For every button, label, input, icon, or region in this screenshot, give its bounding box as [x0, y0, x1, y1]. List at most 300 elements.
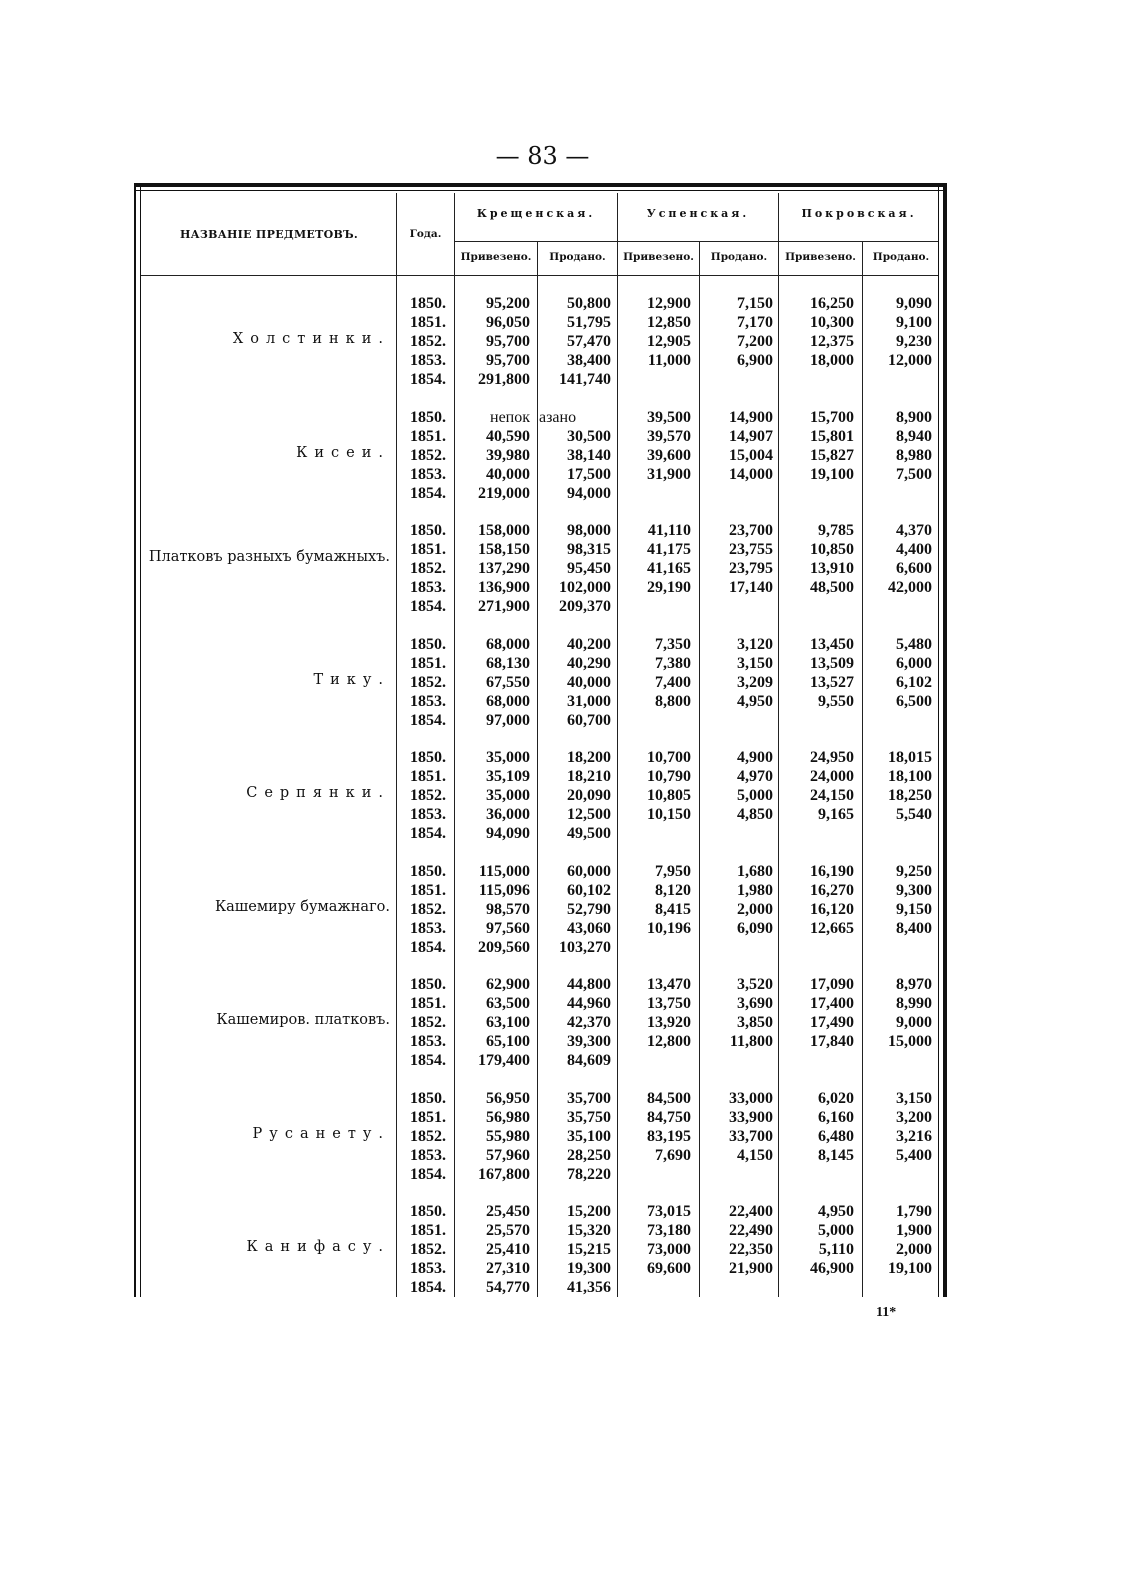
year-cell: 1850.	[410, 749, 446, 766]
year-cell: 1851.	[410, 428, 446, 445]
value-cell: 13,509	[810, 655, 854, 672]
value-cell: 84,609	[567, 1052, 611, 1069]
value-cell: 23,795	[729, 560, 773, 577]
year-cell: 1851.	[410, 1222, 446, 1239]
value-cell: 4,970	[737, 768, 773, 785]
value-cell: 69,600	[647, 1260, 691, 1277]
value-cell	[862, 1278, 932, 1297]
value-cell	[618, 1051, 691, 1070]
table-row	[134, 351, 947, 370]
value-cell: 141,740	[559, 371, 611, 388]
value-cell: 5,480	[896, 636, 932, 653]
value-cell: 4,150	[737, 1147, 773, 1164]
value-cell: 6,900	[737, 352, 773, 369]
value-cell: 12,850	[647, 314, 691, 331]
value-cell	[699, 1278, 773, 1297]
value-cell	[780, 1051, 854, 1070]
value-cell: 19,300	[567, 1260, 611, 1277]
value-cell: 52,790	[567, 901, 611, 918]
table-row	[134, 767, 947, 786]
value-cell: 8,400	[896, 920, 932, 937]
value-cell: 14,900	[729, 409, 773, 426]
value-cell: 50,800	[567, 295, 611, 312]
value-cell: 4,900	[737, 749, 773, 766]
value-cell: 2,000	[896, 1241, 932, 1258]
value-cell: 15,000	[888, 1033, 932, 1050]
table-row	[134, 786, 947, 805]
value-cell: 95,700	[486, 333, 530, 350]
value-cell: 13,750	[647, 995, 691, 1012]
value-cell	[780, 938, 854, 957]
value-cell: 24,950	[810, 749, 854, 766]
value-cell: 28,250	[567, 1147, 611, 1164]
header-fair-pokrovskaya: Покровская.	[801, 207, 917, 220]
value-cell: 57,470	[567, 333, 611, 350]
table-row	[134, 313, 947, 332]
value-cell: 49,500	[567, 825, 611, 842]
value-cell: 9,300	[896, 882, 932, 899]
table-row	[134, 1259, 947, 1278]
value-cell: 40,000	[486, 466, 530, 483]
value-cell: 12,905	[647, 333, 691, 350]
table-row	[134, 597, 947, 616]
value-cell: 1,980	[737, 882, 773, 899]
table-row	[134, 578, 947, 597]
value-cell: 13,920	[647, 1014, 691, 1031]
value-cell: 219,000	[478, 485, 530, 502]
statistics-table	[134, 183, 947, 1303]
value-cell: 20,090	[567, 787, 611, 804]
value-cell	[862, 938, 932, 957]
value-cell: 25,450	[486, 1203, 530, 1220]
year-cell: 1852.	[410, 901, 446, 918]
value-cell: 3,150	[737, 655, 773, 672]
value-cell: 18,250	[888, 787, 932, 804]
table-row	[134, 824, 947, 843]
value-cell: 158,150	[478, 541, 530, 558]
value-cell: 6,480	[818, 1128, 854, 1145]
value-cell: 39,300	[567, 1033, 611, 1050]
value-cell: 98,315	[567, 541, 611, 558]
value-cell: 22,490	[729, 1222, 773, 1239]
value-cell: 17,840	[810, 1033, 854, 1050]
value-cell: 22,400	[729, 1203, 773, 1220]
table-row	[134, 1108, 947, 1127]
value-cell: 1,790	[896, 1203, 932, 1220]
table-row	[134, 673, 947, 692]
value-cell: 8,145	[818, 1147, 854, 1164]
value-cell: 84,750	[647, 1109, 691, 1126]
value-cell: 25,410	[486, 1241, 530, 1258]
value-cell: 60,000	[567, 863, 611, 880]
value-cell	[780, 370, 854, 389]
value-cell: 9,785	[818, 522, 854, 539]
year-cell: 1854.	[410, 825, 446, 842]
year-cell: 1851.	[410, 995, 446, 1012]
item-name: Канифасу.	[246, 1239, 390, 1255]
value-cell: 158,000	[478, 522, 530, 539]
year-cell: 1850.	[410, 976, 446, 993]
value-cell: 7,500	[896, 466, 932, 483]
table-row	[134, 1221, 947, 1240]
header-sold-2: Продано.	[710, 251, 768, 263]
value-cell: 94,000	[567, 485, 611, 502]
value-cell: 12,665	[810, 920, 854, 937]
value-cell: 15,827	[810, 447, 854, 464]
item-name: Кашемиров. платковъ.	[216, 1012, 390, 1028]
value-cell: 48,500	[810, 579, 854, 596]
year-cell: 1851.	[410, 314, 446, 331]
year-cell: 1854.	[410, 939, 446, 956]
value-cell: 78,220	[567, 1166, 611, 1183]
value-cell: 43,060	[567, 920, 611, 937]
value-cell	[699, 1051, 773, 1070]
value-cell: 27,310	[486, 1260, 530, 1277]
value-cell: 39,600	[647, 447, 691, 464]
table-row	[134, 1146, 947, 1165]
value-cell: 42,000	[888, 579, 932, 596]
value-cell: 55,980	[486, 1128, 530, 1145]
value-cell: 41,165	[647, 560, 691, 577]
value-cell: 18,100	[888, 768, 932, 785]
value-cell: 4,950	[818, 1203, 854, 1220]
item-name: Холстинки.	[232, 331, 390, 347]
value-cell: 24,150	[810, 787, 854, 804]
value-cell: 41,356	[567, 1279, 611, 1296]
value-cell: 44,960	[567, 995, 611, 1012]
value-cell: 23,700	[729, 522, 773, 539]
value-cell: 40,290	[567, 655, 611, 672]
value-cell: 15,801	[810, 428, 854, 445]
value-cell: 14,000	[729, 466, 773, 483]
page-number: — 83 —	[495, 142, 590, 170]
value-cell: 8,970	[896, 976, 932, 993]
year-cell: 1850.	[410, 1090, 446, 1107]
item-name: Серпянки.	[246, 785, 390, 801]
value-cell: 36,000	[486, 806, 530, 823]
value-cell	[618, 824, 691, 843]
value-cell: 46,900	[810, 1260, 854, 1277]
header-fair-uspenskaya: Успенская.	[646, 207, 750, 220]
value-cell: 3,520	[737, 976, 773, 993]
year-cell: 1853.	[410, 806, 446, 823]
value-cell: 84,500	[647, 1090, 691, 1107]
value-cell: 73,180	[647, 1222, 691, 1239]
value-cell	[618, 938, 691, 957]
value-cell: 24,000	[810, 768, 854, 785]
value-cell	[780, 1278, 854, 1297]
value-cell: 25,570	[486, 1222, 530, 1239]
value-cell: 8,940	[896, 428, 932, 445]
value-cell: 35,109	[486, 768, 530, 785]
value-cell: 12,375	[810, 333, 854, 350]
table-row	[134, 559, 947, 578]
value-cell: 44,800	[567, 976, 611, 993]
value-cell: 14,907	[729, 428, 773, 445]
value-cell: 15,320	[567, 1222, 611, 1239]
value-cell	[862, 711, 932, 730]
value-cell: 57,960	[486, 1147, 530, 1164]
value-cell	[780, 824, 854, 843]
value-cell: 35,700	[567, 1090, 611, 1107]
value-cell: 51,795	[567, 314, 611, 331]
table-top-rule	[134, 183, 947, 187]
header-fair-kreshchenskaya: Крещенская.	[476, 207, 596, 220]
value-cell: 8,415	[655, 901, 691, 918]
table-row	[134, 975, 947, 994]
value-cell: 16,270	[810, 882, 854, 899]
value-cell: 136,900	[478, 579, 530, 596]
value-cell: 65,100	[486, 1033, 530, 1050]
value-cell: 94,090	[486, 825, 530, 842]
value-cell: 4,950	[737, 693, 773, 710]
value-cell: 33,900	[729, 1109, 773, 1126]
value-cell: 3,150	[896, 1090, 932, 1107]
year-cell: 1854.	[410, 485, 446, 502]
value-cell: 1,900	[896, 1222, 932, 1239]
value-cell: 23,755	[729, 541, 773, 558]
value-cell: 5,000	[737, 787, 773, 804]
value-cell: 63,100	[486, 1014, 530, 1031]
value-cell: 9,550	[818, 693, 854, 710]
value-cell: 6,600	[896, 560, 932, 577]
value-cell: 98,000	[567, 522, 611, 539]
year-cell: 1851.	[410, 768, 446, 785]
value-cell: 103,270	[559, 939, 611, 956]
value-cell: 63,500	[486, 995, 530, 1012]
value-cell: 167,800	[478, 1166, 530, 1183]
value-cell: 10,300	[810, 314, 854, 331]
header-brought-2: Привезено.	[623, 251, 694, 263]
header-sold-1: Продано.	[549, 251, 606, 263]
year-cell: 1852.	[410, 674, 446, 691]
year-cell: 1852.	[410, 1128, 446, 1145]
value-cell: 12,900	[647, 295, 691, 312]
value-cell	[618, 484, 691, 503]
year-cell: 1853.	[410, 352, 446, 369]
value-cell: непок	[490, 409, 530, 426]
table-row	[134, 1032, 947, 1051]
value-cell: 9,150	[896, 901, 932, 918]
year-cell: 1853.	[410, 920, 446, 937]
value-cell: 8,900	[896, 409, 932, 426]
table-row	[134, 654, 947, 673]
value-cell: 4,370	[896, 522, 932, 539]
value-cell: 5,540	[896, 806, 932, 823]
value-cell	[699, 824, 773, 843]
value-cell: 9,000	[896, 1014, 932, 1031]
value-cell: 4,850	[737, 806, 773, 823]
value-cell: 97,560	[486, 920, 530, 937]
year-cell: 1854.	[410, 371, 446, 388]
value-cell: 2,000	[737, 901, 773, 918]
value-cell: 41,175	[647, 541, 691, 558]
value-cell: 38,140	[567, 447, 611, 464]
year-cell: 1854.	[410, 1166, 446, 1183]
value-cell: 4,400	[896, 541, 932, 558]
value-cell	[618, 1165, 691, 1184]
value-cell	[780, 597, 854, 616]
value-cell: 73,000	[647, 1241, 691, 1258]
value-cell: 35,000	[486, 787, 530, 804]
value-cell: 7,350	[655, 636, 691, 653]
value-cell: 29,190	[647, 579, 691, 596]
value-cell: 18,000	[810, 352, 854, 369]
table-row	[134, 484, 947, 503]
value-cell: 33,700	[729, 1128, 773, 1145]
value-cell: 35,100	[567, 1128, 611, 1145]
year-cell: 1851.	[410, 1109, 446, 1126]
value-cell: 9,090	[896, 295, 932, 312]
value-cell	[862, 370, 932, 389]
header-brought-3: Привезено.	[785, 251, 856, 263]
item-name: Кашемиру бумажнаго.	[214, 899, 390, 915]
value-cell: 7,170	[737, 314, 773, 331]
value-cell: 9,165	[818, 806, 854, 823]
table-row	[134, 1278, 947, 1297]
table-row	[134, 446, 947, 465]
value-cell: 16,250	[810, 295, 854, 312]
value-cell: 16,120	[810, 901, 854, 918]
value-cell: 10,790	[647, 768, 691, 785]
value-cell: 6,090	[737, 920, 773, 937]
value-cell: 38,400	[567, 352, 611, 369]
value-cell: 7,380	[655, 655, 691, 672]
value-cell: 9,100	[896, 314, 932, 331]
year-cell: 1852.	[410, 560, 446, 577]
value-cell: 18,015	[888, 749, 932, 766]
table-row	[134, 294, 947, 313]
value-cell	[862, 1051, 932, 1070]
value-cell: 7,690	[655, 1147, 691, 1164]
year-cell: 1850.	[410, 863, 446, 880]
value-cell: 17,140	[729, 579, 773, 596]
value-cell: 42,370	[567, 1014, 611, 1031]
value-cell: 3,200	[896, 1109, 932, 1126]
value-cell: 11,800	[729, 1033, 773, 1050]
value-cell: 6,102	[896, 674, 932, 691]
value-cell: 13,470	[647, 976, 691, 993]
table-row	[134, 919, 947, 938]
value-cell: 6,020	[818, 1090, 854, 1107]
table-row	[134, 1202, 947, 1221]
year-cell: 1852.	[410, 787, 446, 804]
table-row	[134, 938, 947, 957]
table-row	[134, 862, 947, 881]
value-cell: 1,680	[737, 863, 773, 880]
value-cell: 41,110	[647, 522, 691, 539]
value-cell: 3,120	[737, 636, 773, 653]
value-cell: 7,150	[737, 295, 773, 312]
value-cell: 33,000	[729, 1090, 773, 1107]
table-row	[134, 370, 947, 389]
value-cell: 5,000	[818, 1222, 854, 1239]
value-cell	[862, 1165, 932, 1184]
table-row	[134, 465, 947, 484]
value-cell: 8,990	[896, 995, 932, 1012]
signature-mark: 11*	[876, 1305, 897, 1320]
value-cell: 7,950	[655, 863, 691, 880]
value-cell: 83,195	[647, 1128, 691, 1145]
value-cell: 67,550	[486, 674, 530, 691]
table-row	[134, 427, 947, 446]
value-cell: 97,000	[486, 712, 530, 729]
table-row	[134, 1165, 947, 1184]
value-cell: 95,700	[486, 352, 530, 369]
value-cell: 17,400	[810, 995, 854, 1012]
value-cell: 102,000	[559, 579, 611, 596]
table-row	[134, 332, 947, 351]
value-cell: 31,000	[567, 693, 611, 710]
value-cell: 3,209	[737, 674, 773, 691]
value-cell: 6,160	[818, 1109, 854, 1126]
value-cell: 95,200	[486, 295, 530, 312]
table-row	[134, 521, 947, 540]
value-cell: 15,004	[729, 447, 773, 464]
table-row	[134, 805, 947, 824]
table-row	[134, 408, 947, 427]
value-cell	[862, 597, 932, 616]
value-cell	[862, 824, 932, 843]
value-cell: 7,400	[655, 674, 691, 691]
header-sold-3: Продано.	[872, 251, 930, 263]
table-row	[134, 635, 947, 654]
value-cell: 271,900	[478, 598, 530, 615]
value-cell: 291,800	[478, 371, 530, 388]
value-cell: 19,100	[888, 1260, 932, 1277]
value-cell	[699, 938, 773, 957]
value-cell: 3,850	[737, 1014, 773, 1031]
value-cell: 18,210	[567, 768, 611, 785]
table-row	[134, 1051, 947, 1070]
year-cell: 1851.	[410, 541, 446, 558]
value-cell: 68,000	[486, 693, 530, 710]
value-cell: 40,590	[486, 428, 530, 445]
value-cell: 17,090	[810, 976, 854, 993]
value-cell: 3,216	[896, 1128, 932, 1145]
value-cell: 35,750	[567, 1109, 611, 1126]
value-cell: 39,980	[486, 447, 530, 464]
value-cell: 12,500	[567, 806, 611, 823]
value-cell: 22,350	[729, 1241, 773, 1258]
year-cell: 1853.	[410, 579, 446, 596]
value-cell: 56,950	[486, 1090, 530, 1107]
value-cell: 60,102	[567, 882, 611, 899]
value-cell: 8,120	[655, 882, 691, 899]
value-cell: 18,200	[567, 749, 611, 766]
table-row	[134, 1240, 947, 1259]
year-cell: 1850.	[410, 295, 446, 312]
table-row	[134, 881, 947, 900]
header-brought-1: Привезено.	[460, 251, 532, 263]
value-cell: 13,527	[810, 674, 854, 691]
year-cell: 1852.	[410, 447, 446, 464]
value-cell: 137,290	[478, 560, 530, 577]
table-row	[134, 1089, 947, 1108]
table-row	[134, 692, 947, 711]
value-cell: 15,700	[810, 409, 854, 426]
value-cell: 21,900	[729, 1260, 773, 1277]
header-item-name: НАЗВАНІЕ ПРЕДМЕТОВЪ.	[179, 228, 359, 241]
value-cell: 12,000	[888, 352, 932, 369]
value-cell: 6,000	[896, 655, 932, 672]
year-cell: 1851.	[410, 882, 446, 899]
year-cell: 1852.	[410, 1241, 446, 1258]
value-cell: 10,150	[647, 806, 691, 823]
value-cell: 8,800	[655, 693, 691, 710]
value-cell: 115,096	[478, 882, 530, 899]
value-cell	[618, 370, 691, 389]
